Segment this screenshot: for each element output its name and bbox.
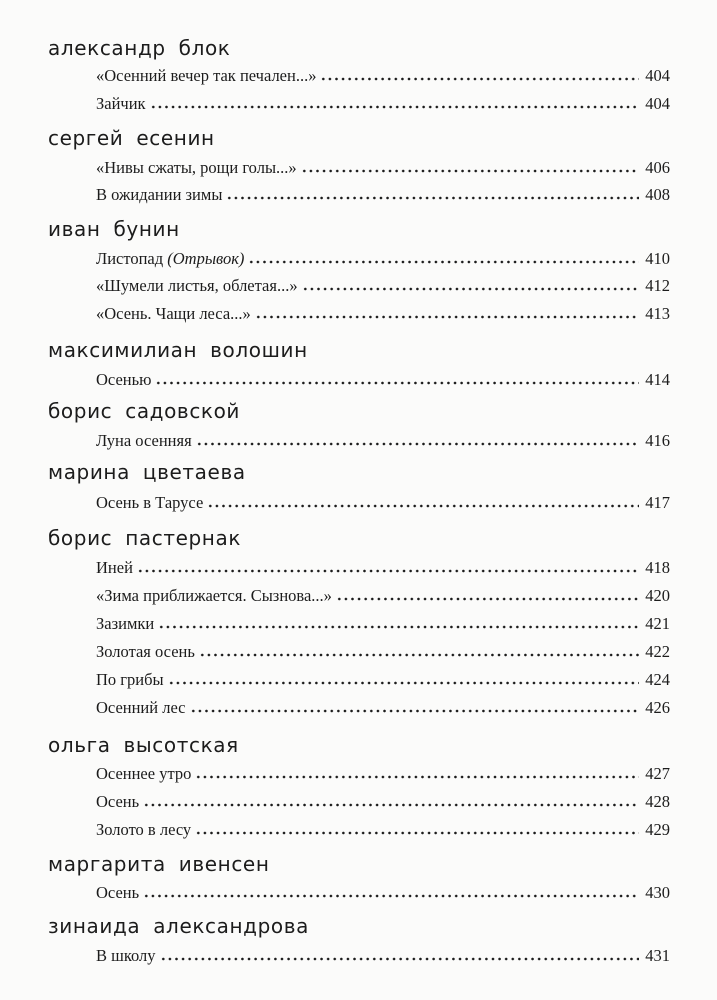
entry-title: Осенний лес <box>96 698 186 717</box>
entry-title: Золотая осень <box>96 642 195 661</box>
entry-title: «Осенний вечер так печален...» <box>96 66 317 85</box>
entry-title: Золото в лесу <box>96 820 192 839</box>
toc-entry[interactable] <box>96 492 670 514</box>
toc-entry[interactable] <box>96 430 670 452</box>
toc-entry[interactable] <box>96 275 670 297</box>
toc-entry[interactable] <box>96 369 670 391</box>
page-number: 413 <box>645 304 670 323</box>
toc-entry[interactable] <box>96 613 670 635</box>
toc-entry[interactable] <box>96 65 670 87</box>
dot-leader <box>302 287 640 291</box>
dot-leader <box>195 831 639 835</box>
dot-leader <box>195 775 639 779</box>
entry-title: «Осень. Чащи леса...» <box>96 304 251 323</box>
author-heading: ольга высотская <box>48 733 239 757</box>
author-heading: марина цветаева <box>48 460 246 484</box>
toc-entry[interactable] <box>96 585 670 607</box>
entry-title: Осень в Тарусе <box>96 493 204 512</box>
dot-leader <box>248 260 639 264</box>
toc-entry[interactable] <box>96 945 670 967</box>
entry-title: «Нивы сжаты, рощи голы...» <box>96 158 297 177</box>
entry-title: Осень <box>96 792 140 811</box>
dot-leader <box>226 196 639 200</box>
dot-leader <box>196 442 640 446</box>
author-heading: иван бунин <box>48 217 180 241</box>
entry-title: Осень <box>96 883 140 902</box>
toc-entry[interactable] <box>96 641 670 663</box>
page-number: 412 <box>645 276 670 295</box>
page-number: 404 <box>645 94 670 113</box>
page-number: 428 <box>645 792 670 811</box>
author-heading: зинаида александрова <box>48 914 309 938</box>
page-number: 430 <box>645 883 670 902</box>
page-number: 429 <box>645 820 670 839</box>
page-number: 427 <box>645 764 670 783</box>
page-number: 417 <box>645 493 670 512</box>
dot-leader <box>155 381 639 385</box>
toc-entry[interactable] <box>96 697 670 719</box>
dot-leader <box>190 709 640 713</box>
toc-entry[interactable] <box>96 93 670 115</box>
entry-subtitle: (Отрывок) <box>167 249 245 268</box>
toc-entry[interactable] <box>96 819 670 841</box>
page-number: 408 <box>645 185 670 204</box>
toc-entry[interactable] <box>96 157 670 179</box>
entry-title: В ожидании зимы <box>96 185 223 204</box>
entry-title: Листопад (Отрывок) <box>96 249 245 268</box>
dot-leader <box>137 569 639 573</box>
dot-leader <box>336 597 639 601</box>
dot-leader <box>320 77 639 81</box>
page-number: 426 <box>645 698 670 717</box>
author-heading: сергей есенин <box>48 126 215 150</box>
entry-title: Луна осенняя <box>96 431 192 450</box>
dot-leader <box>150 105 640 109</box>
author-heading: маргарита ивенсен <box>48 852 270 876</box>
entry-title: Осенью <box>96 370 152 389</box>
author-heading: максимилиан волошин <box>48 338 308 362</box>
dot-leader <box>199 653 639 657</box>
toc-entry[interactable] <box>96 184 670 206</box>
toc-entry[interactable] <box>96 248 670 270</box>
dot-leader <box>168 681 640 685</box>
page-number: 414 <box>645 370 670 389</box>
entry-title: Иней <box>96 558 133 577</box>
dot-leader <box>207 504 639 508</box>
dot-leader <box>255 315 639 319</box>
entry-title: Зайчик <box>96 94 146 113</box>
page-number: 422 <box>645 642 670 661</box>
entry-title: По грибы <box>96 670 164 689</box>
page-number: 420 <box>645 586 670 605</box>
dot-leader <box>143 803 639 807</box>
page-number: 421 <box>645 614 670 633</box>
page-number: 416 <box>645 431 670 450</box>
author-heading: александр блок <box>48 36 231 60</box>
dot-leader <box>160 957 640 961</box>
dot-leader <box>158 625 639 629</box>
page-number: 410 <box>645 249 670 268</box>
entry-title: «Зима приближается. Сызнова...» <box>96 586 332 605</box>
toc-entry[interactable] <box>96 791 670 813</box>
page-number: 424 <box>645 670 670 689</box>
page-number: 404 <box>645 66 670 85</box>
entry-title: Зазимки <box>96 614 155 633</box>
dot-leader <box>301 169 640 173</box>
entry-title: Осеннее утро <box>96 764 192 783</box>
page-number: 406 <box>645 158 670 177</box>
entry-title: «Шумели листья, облетая...» <box>96 276 298 295</box>
toc-entry[interactable] <box>96 303 670 325</box>
toc-entry[interactable] <box>96 669 670 691</box>
page-number: 431 <box>645 946 670 965</box>
toc-entry[interactable] <box>96 882 670 904</box>
author-heading: борис садовской <box>48 399 241 423</box>
author-heading: борис пастернак <box>48 526 242 550</box>
dot-leader <box>143 894 639 898</box>
toc-entry[interactable] <box>96 763 670 785</box>
entry-title: В школу <box>96 946 156 965</box>
toc-entry[interactable] <box>96 557 670 579</box>
page-number: 418 <box>645 558 670 577</box>
